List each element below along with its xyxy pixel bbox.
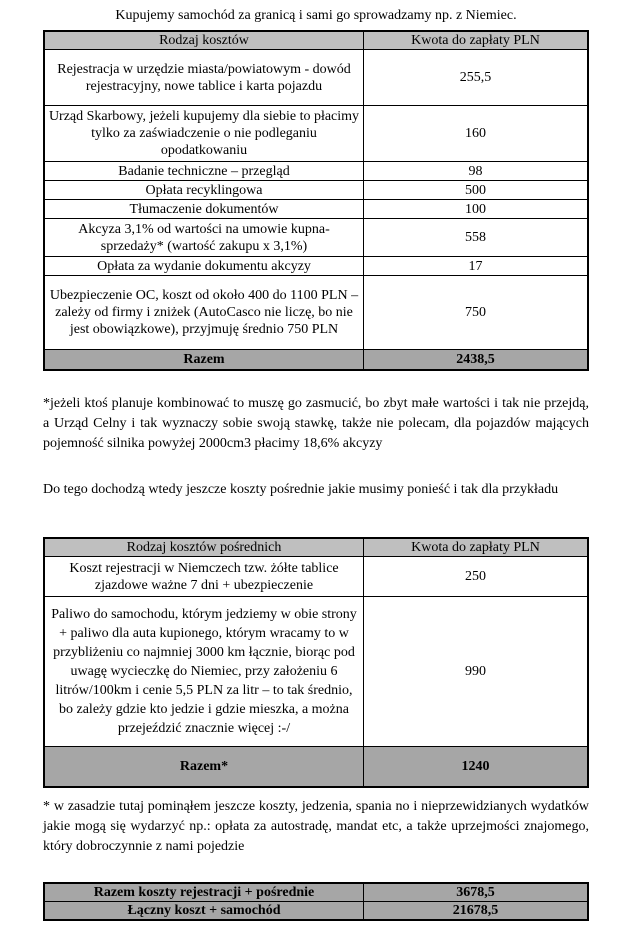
table-row bbox=[44, 902, 588, 921]
table-row bbox=[44, 883, 588, 902]
cost-value: 160 bbox=[364, 106, 589, 162]
table-row bbox=[44, 219, 588, 257]
indirect-costs-table bbox=[43, 537, 589, 788]
table-row bbox=[44, 200, 588, 219]
cost-label: Opłata za wydanie dokumentu akcyzy bbox=[44, 257, 364, 276]
table-header-row bbox=[44, 538, 588, 557]
header-cost-type: Rodzaj kosztów bbox=[44, 31, 364, 50]
cost-label: Paliwo do samochodu, którym jedziemy w obie strony + paliwo dla auta kupionego, którym wracamy to w przybliżeniu co najmniej 3000 km łącznie, biorąc pod uwagę wycieczkę do Niemiec, przy założeniu 6 litrów/100km i cenie 5,5 PLN za litr – to tak średnio, bo zależy gdzie kto jedzie i gdzie mieszka, a można przejeździć znacznie więcej :-/ bbox=[44, 597, 364, 747]
table-row bbox=[44, 162, 588, 181]
cost-label: Badanie techniczne – przegląd bbox=[44, 162, 364, 181]
cost-label: Opłata recyklingowa bbox=[44, 181, 364, 200]
excise-footnote: *jeżeli ktoś planuje kombinować to muszę go zasmucić, bo zbyt małe wartości i tak nie przejdą, a Urząd Celny i tak wyznaczy sobie swoją stawkę, także nie polecam, dla pojazdów mających pojemność silnika powyżej 2000cm3 płacimy 18,6% akcyzy bbox=[43, 396, 589, 451]
cost-value: 558 bbox=[364, 219, 589, 257]
summary-value: 3678,5 bbox=[364, 883, 589, 902]
table-row bbox=[44, 276, 588, 350]
cost-value: 500 bbox=[364, 181, 589, 200]
other-costs-footnote: * w zasadzie tutaj pominąłem jeszcze koszty, jedzenia, spania no i nieprzewidzianych wydatków jakie mogą się wydarzyć np.: opłata za autostradę, mandat etc, a także uprzejmości znajomego, który dobroczynnie z nami pojedzie bbox=[43, 799, 589, 854]
page-title: Kupujemy samochód za granicą i sami go sprowadzamy np. z Niemiec. bbox=[115, 8, 517, 23]
total-value: 2438,5 bbox=[364, 350, 589, 370]
summary-label: Razem koszty rejestracji + pośrednie bbox=[44, 883, 364, 902]
total-row bbox=[44, 350, 588, 370]
table-header-row bbox=[44, 31, 588, 50]
header-cost-type: Rodzaj kosztów pośrednich bbox=[44, 538, 364, 557]
cost-value: 98 bbox=[364, 162, 589, 181]
cost-label: Koszt rejestracji w Niemczech tzw. żółte tablice zjazdowe ważne 7 dni + ubezpieczenie bbox=[44, 557, 364, 597]
cost-label: Ubezpieczenie OC, koszt od około 400 do 1100 PLN – zależy od firmy i zniżek (AutoCasco nie liczę, bo nie jest obowiązkowe), przyjmuję średnio 750 PLN bbox=[44, 276, 364, 350]
cost-label: Rejestracja w urzędzie miasta/powiatowym - dowód rejestracyjny, nowe tablice i karta pojazdu bbox=[44, 50, 364, 106]
cost-value: 250 bbox=[364, 557, 589, 597]
table-row bbox=[44, 597, 588, 747]
cost-value: 750 bbox=[364, 276, 589, 350]
registration-costs-table bbox=[43, 30, 589, 371]
table-row bbox=[44, 50, 588, 106]
table-row bbox=[44, 257, 588, 276]
total-label: Razem bbox=[44, 350, 364, 370]
indirect-costs-intro: Do tego dochodzą wtedy jeszcze koszty pośrednie jakie musimy ponieść i tak dla przykładu bbox=[43, 482, 559, 497]
header-amount: Kwota do zapłaty PLN bbox=[364, 538, 589, 557]
total-label: Razem* bbox=[44, 747, 364, 787]
total-row bbox=[44, 747, 588, 787]
cost-label: Urząd Skarbowy, jeżeli kupujemy dla siebie to płacimy tylko za zaświadczenie o nie podleganiu opodatkowaniu bbox=[44, 106, 364, 162]
summary-label: Łączny koszt + samochód bbox=[44, 902, 364, 921]
cost-value: 100 bbox=[364, 200, 589, 219]
cost-label: Tłumaczenie dokumentów bbox=[44, 200, 364, 219]
cost-value: 17 bbox=[364, 257, 589, 276]
table-row bbox=[44, 181, 588, 200]
grand-total-table bbox=[43, 882, 589, 921]
cost-value: 255,5 bbox=[364, 50, 589, 106]
table-row bbox=[44, 106, 588, 162]
cost-value: 990 bbox=[364, 597, 589, 747]
table-row bbox=[44, 557, 588, 597]
total-value: 1240 bbox=[364, 747, 589, 787]
cost-label: Akcyza 3,1% od wartości na umowie kupna-sprzedaży* (wartość zakupu x 3,1%) bbox=[44, 219, 364, 257]
header-amount: Kwota do zapłaty PLN bbox=[364, 31, 589, 50]
summary-value: 21678,5 bbox=[364, 902, 589, 921]
